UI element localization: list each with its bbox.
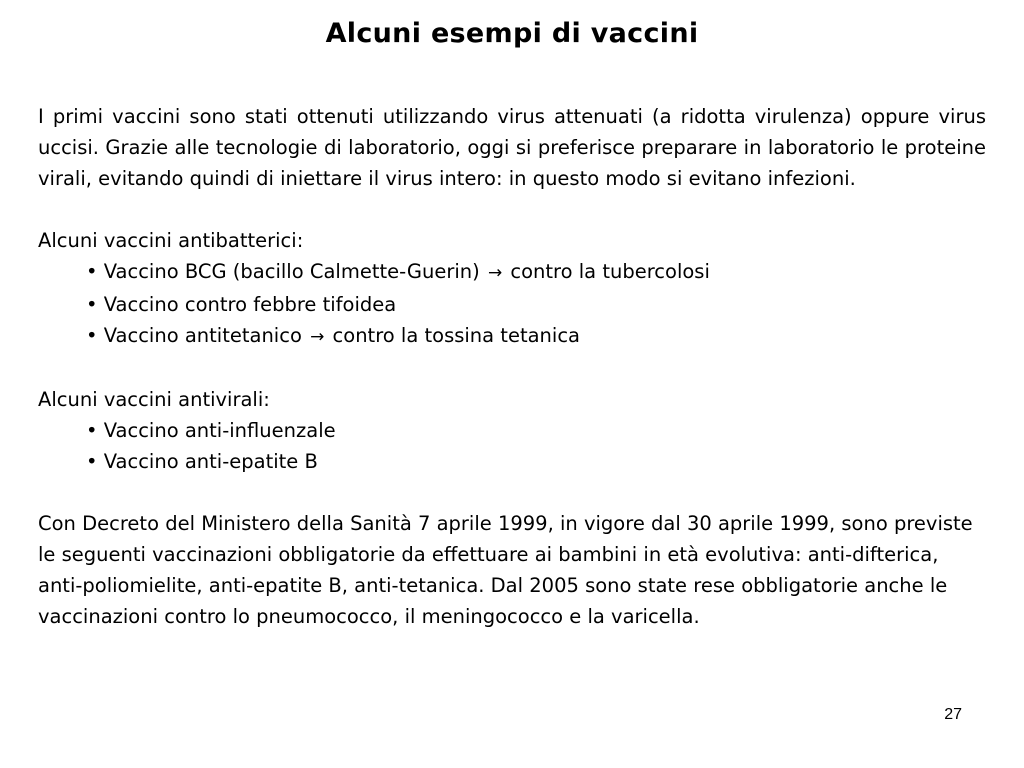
list-item <box>86 415 986 446</box>
bullet-icon <box>86 419 98 442</box>
spacer <box>38 194 986 225</box>
arrow-right-icon: → <box>310 327 325 347</box>
slide-title: Alcuni esempi di vaccini <box>325 18 699 49</box>
list-item <box>86 446 986 477</box>
list-item <box>86 289 986 320</box>
antibacterial-heading: Alcuni vaccini antibatterici: <box>38 229 304 252</box>
list-item <box>86 256 986 289</box>
page-number: 27 <box>944 706 962 723</box>
list-item-target: contro la tossina tetanica <box>332 324 580 347</box>
spacer <box>38 353 986 384</box>
list-item-text: Vaccino BCG (bacillo Calmette-Guerin) <box>103 260 480 283</box>
arrow-right-icon: → <box>487 263 503 283</box>
decree-paragraph: Con Decreto del Ministero della Sanità 7 aprile 1999, in vigore dal 30 aprile 1999, sono previste le seguenti vaccinazioni obbligatorie da effettuare ai bambini in età evolutiva: anti-difterica, anti-poliomielite, anti-epatite B, anti-tetanica. Dal 2005 sono state rese obbligatorie anche le vaccinazioni contro lo pneumococco, il meningococco e la varicella. <box>38 512 973 628</box>
spacer <box>38 477 986 508</box>
list-item-text: Vaccino contro febbre tifoidea <box>103 293 397 316</box>
list-item-text: Vaccino antitetanico <box>103 324 302 347</box>
list-item-target: contro la tubercolosi <box>510 260 710 283</box>
list-item-text: Vaccino anti-epatite B <box>103 450 318 473</box>
antiviral-heading: Alcuni vaccini antivirali: <box>38 388 270 411</box>
intro-paragraph: I primi vaccini sono stati ottenuti utilizzando virus attenuati (a ridotta virulenza) oppure virus uccisi. Grazie alle tecnologie di laboratorio, oggi si preferisce preparare in laboratorio le proteine virali, evitando quindi di iniettare il virus intero: in questo modo si evitano infezioni. <box>38 105 986 190</box>
bullet-icon <box>86 260 98 283</box>
antiviral-list <box>38 415 986 477</box>
list-item-text: Vaccino anti-influenzale <box>103 419 336 442</box>
bullet-icon <box>86 450 98 473</box>
list-item <box>86 320 986 353</box>
antibacterial-list <box>38 256 986 353</box>
slide-content <box>38 101 986 632</box>
bullet-icon <box>86 324 98 347</box>
bullet-icon <box>86 293 98 316</box>
